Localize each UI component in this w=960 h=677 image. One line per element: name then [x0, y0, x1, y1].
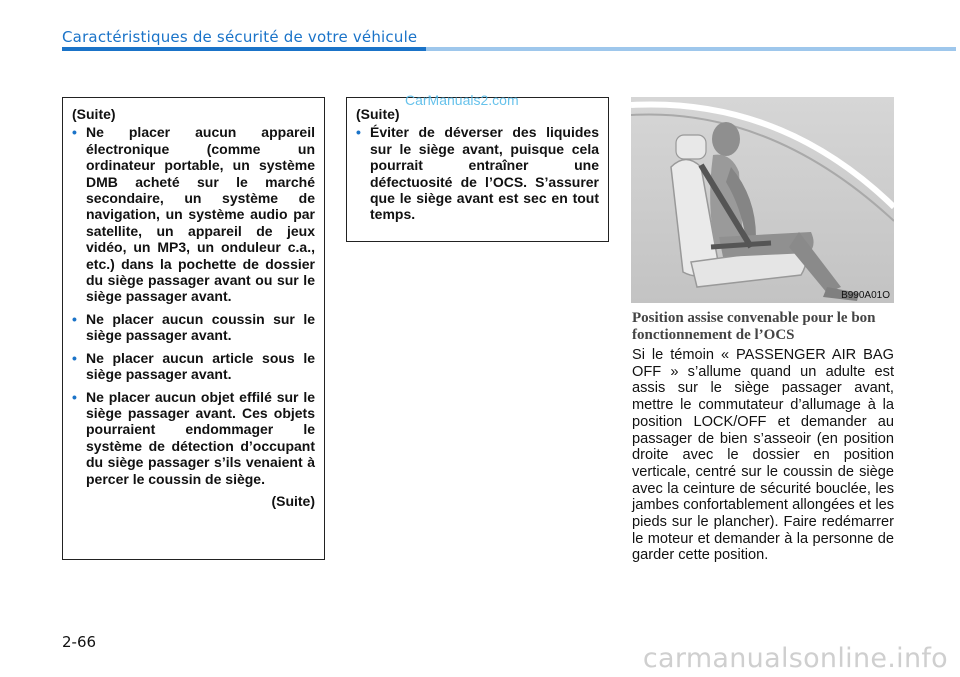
- warning-box-left: [62, 97, 325, 560]
- list-item: • Éviter de déverser des liquides sur le siège avant, puisque cela pourrait entraîner une défectuosité de l’OCS. S’assurer que le siège avant est sec en tout temps.: [356, 124, 599, 223]
- watermark-footer: carmanualsonline.info: [642, 643, 948, 674]
- figure-caption: Position assise convenable pour le bon fonctionnement de l’OCS: [632, 310, 876, 343]
- body-paragraph: Si le témoin « PASSENGER AIR BAG OFF » s’allume quand un adulte est assis sur le siège passager avant, mettre le commutateur d’allumage à la position LOCK/OFF et demander au passager de bien s’asseoir (en position droite avec le dossier en position verticale, centré sur le coussin de siège avec la ceinture de sécurité bouclée, les jambes confortablement allongées et les pieds sur le plancher). Faire redémarrer le moteur et demander à la personne de garder cette position.: [632, 347, 894, 564]
- header-rule: [62, 47, 956, 51]
- bullet-icon: •: [72, 124, 77, 141]
- list-item: • Ne placer aucun coussin sur le siège passager avant.: [72, 310, 315, 344]
- page-number: 2-66: [62, 633, 97, 651]
- list-item: • Ne placer aucun objet effilé sur le siège passager avant. Ces objets pourraient endommager le système de détection d’occupant du siège passager s’ils venaient à percer le coussin de siège.: [72, 388, 315, 487]
- list-item: • Ne placer aucun article sous le siège passager avant.: [72, 349, 315, 383]
- figure-code: B990A01O: [841, 290, 890, 301]
- seated-occupant-figure: [631, 97, 894, 303]
- continued-label: (Suite): [356, 106, 400, 122]
- watermark-link[interactable]: CarManuals2.com: [405, 92, 519, 108]
- list-item: • Ne placer aucun appareil électronique (comme un ordinateur portable, un système DMB acheté sur le marché secondaire, un système de navigation, un système audio par satellite, un appareil de jeux vidéo, un MP3, un onduleur c.a., etc.) dans la pochette de dossier du siège passager avant ou sur le siège passager avant.: [72, 124, 315, 305]
- continued-label: (Suite): [72, 106, 116, 122]
- seated-occupant-illustration-icon: [631, 97, 894, 303]
- continued-label-footer: (Suite): [271, 492, 315, 509]
- warning-box-right: [346, 97, 609, 242]
- bullet-icon: •: [72, 388, 77, 405]
- bullet-icon: •: [356, 124, 361, 141]
- section-title: Caractéristiques de sécurité de votre véhicule: [62, 28, 418, 46]
- bullet-icon: •: [72, 349, 77, 366]
- bullet-icon: •: [72, 310, 77, 327]
